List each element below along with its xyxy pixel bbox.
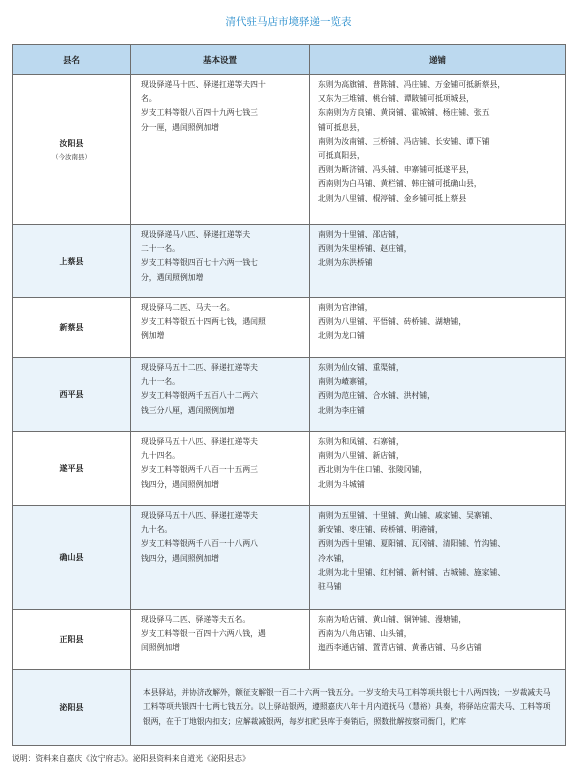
basic-line: 分一厘，遇闰照例加增 xyxy=(141,122,219,132)
basic-line: 现设驿马二匹、马夫一名。 xyxy=(141,303,235,312)
basic-settings-cell xyxy=(131,432,310,506)
relay-stations-cell xyxy=(310,610,566,670)
basic-line: 现设驿马二匹、驿递等夫五名。 xyxy=(141,615,251,624)
relay-line: 北则为八里铺、棍渟铺、金乡铺可抵上蔡县 xyxy=(318,193,467,203)
county-name: 确山县 xyxy=(59,553,84,562)
county-name: 新蔡县 xyxy=(59,323,84,332)
relay-line: 西则为范庄铺、合水铺、洪村铺， xyxy=(318,391,435,401)
basic-line: 现设驿递马十匹、驿递扛递等夫四十 xyxy=(141,80,266,89)
relay-line: 西南则为白马铺、黄栏铺、韩庄铺可抵确山县， xyxy=(318,179,482,189)
relay-line: 南则为十里铺、邵店铺， xyxy=(318,230,404,239)
relay-line: 西北则为牛住口铺、张陵冈铺， xyxy=(318,465,428,475)
table-row xyxy=(13,670,566,746)
basic-settings-cell xyxy=(131,506,310,610)
basic-line: 岁支工料等银八百四十九两七钱三 xyxy=(141,108,258,118)
basic-line: 现设驿马五十二匹、驿递扛递等夫 xyxy=(141,363,258,372)
relay-line: 南则为嵖寨铺， xyxy=(318,377,373,387)
basic-line: 岁支工料等银两千八百一十八两八 xyxy=(141,539,258,549)
county-cell xyxy=(13,358,131,432)
table-row xyxy=(13,225,566,298)
basic-line: 现设驿马五十八匹、驿递扛递等夫 xyxy=(141,437,258,446)
relay-stations-cell xyxy=(310,298,566,358)
basic-line: 岁支工料等银两千八百一十五两三 xyxy=(141,465,258,475)
relay-stations-cell xyxy=(310,75,566,225)
relay-line: 南则为八里铺、新店铺， xyxy=(318,451,404,461)
county-cell xyxy=(13,506,131,610)
county-cell xyxy=(13,432,131,506)
relay-line: 新安铺、枣庄铺、砖桥铺、明港铺， xyxy=(318,525,443,535)
relay-line: 东则为仙女铺、重渠铺， xyxy=(318,363,404,372)
county-name: 遂平县 xyxy=(59,464,84,473)
relay-line: 东南则为方良铺、黄岗铺、霍城铺、杨庄铺、张五 xyxy=(318,108,490,118)
basic-settings-cell xyxy=(131,610,310,670)
relay-line: 西则为断济铺、冯头铺、申寨铺可抵遂平县， xyxy=(318,165,474,175)
county-cell xyxy=(13,610,131,670)
basic-line: 钱四分，遇闰照例加增 xyxy=(141,479,219,489)
relay-line: 南则为五里铺、十里铺、黄山铺、戚家铺、吴寨铺、 xyxy=(318,511,498,520)
basic-settings-cell xyxy=(131,225,310,298)
basic-line: 九十一名。 xyxy=(141,377,180,387)
relay-line: 西则为八里铺、平悟铺、砖桥铺、湖塘铺， xyxy=(318,317,467,327)
merged-description-cell: 本县驿站，并协济改解外，额征支解银一百二十六两一钱五分。一岁支给夫马工料等项共银七十八两四钱；一岁裁减夫马工料等项共银四十七两七钱五分。以上驿站银两，遵照嘉庆八年十月内道抚马（慧裕）具奏，将驿站应需夫马、工料等项银两，在于丁地银内扣支；应解裁减银两，每岁扣贮县库于奏销后，照数批解按察司衙门，贮库 xyxy=(131,670,566,746)
relay-line: 西则为朱里桥铺、赵庄铺， xyxy=(318,244,412,254)
header-basic: 基本设置 xyxy=(131,45,310,75)
table-title: 清代驻马店市境驿递一览表 xyxy=(225,16,352,28)
relay-line: 东则为和凤铺、石寨铺， xyxy=(318,437,404,446)
county-cell xyxy=(13,225,131,298)
basic-line: 例加增 xyxy=(141,331,165,341)
header-county: 县名 xyxy=(13,45,131,75)
header-relay: 递铺 xyxy=(310,45,566,75)
basic-line: 岁支工料等银两千五百八十二两六 xyxy=(141,391,258,401)
basic-line: 钱四分，遇闰照例加增 xyxy=(141,553,219,563)
county-name: 正阳县 xyxy=(59,635,84,644)
table-row xyxy=(13,358,566,432)
relay-line: 又东为三堆铺、桃台铺、谭陂铺可抵项城县， xyxy=(318,94,474,104)
county-cell xyxy=(13,298,131,358)
basic-line: 二十一名。 xyxy=(141,244,180,254)
relay-table xyxy=(12,44,566,746)
table-row xyxy=(13,75,566,225)
relay-line: 东则为高旗铺、普陈铺、冯庄铺、万金铺可抵新蔡县， xyxy=(318,80,506,89)
relay-line: 北则为龙口铺 xyxy=(318,331,365,341)
relay-line: 西南为八角店铺、山头铺， xyxy=(318,629,412,639)
relay-line: 北则为北十里铺、红村铺、新村铺、古城铺、施家铺、 xyxy=(318,567,506,577)
table-body xyxy=(13,75,566,746)
basic-line: 九十四名。 xyxy=(141,451,180,461)
basic-line: 现设驿递马八匹、驿递扛递等夫 xyxy=(141,230,251,239)
basic-line: 分，遇闰照例加增 xyxy=(141,272,204,282)
basic-line: 闰照例加增 xyxy=(141,643,180,653)
basic-settings-cell xyxy=(131,75,310,225)
relay-stations-cell xyxy=(310,506,566,610)
table-row xyxy=(13,432,566,506)
relay-line: 驻马铺 xyxy=(318,582,342,592)
relay-line: 西则为西十里铺、夏阳铺、瓦冈铺、清阳铺、竹沟铺、 xyxy=(318,539,506,549)
county-cell xyxy=(13,75,131,225)
basic-line: 岁支工料等银四百七十六两一钱七 xyxy=(141,258,258,268)
county-note: （今汝南县） xyxy=(52,153,91,161)
relay-line: 南则为汝南铺、三桥铺、冯店铺、长安铺、谭下铺 xyxy=(318,136,490,146)
table-row xyxy=(13,610,566,670)
table-row xyxy=(13,298,566,358)
table-header-row xyxy=(13,45,566,75)
basic-settings-cell xyxy=(131,298,310,358)
relay-line: 迤西李通店铺、置青店铺、黄番店铺、马乡店铺 xyxy=(318,643,482,653)
county-name: 汝阳县 xyxy=(59,139,84,148)
county-name: 上蔡县 xyxy=(59,256,84,266)
relay-line: 北则为东洪桥铺 xyxy=(318,258,373,268)
relay-line: 铺可抵息县， xyxy=(318,122,365,132)
basic-line: 钱三分八厘，遇闰照例加增 xyxy=(141,405,235,415)
relay-line: 可抵真阳县， xyxy=(318,151,365,161)
relay-line: 北则为李庄铺 xyxy=(318,405,365,415)
footnote: 说明：资料来自嘉庆《汝宁府志》。泌阳县资料来自道光《泌阳县志》 xyxy=(12,754,250,763)
relay-line: 冷水铺， xyxy=(318,553,350,563)
basic-line: 现设驿马五十八匹、驿递扛递等夫 xyxy=(141,511,258,520)
county-cell xyxy=(13,670,131,746)
relay-line: 东南为哈店铺、黄山铺、铜钟铺、漫塘铺， xyxy=(318,615,467,624)
table-row xyxy=(13,506,566,610)
basic-line: 名。 xyxy=(141,94,157,104)
basic-line: 岁支工料等银一百四十六两八钱，遇 xyxy=(141,629,266,639)
county-name: 泌阳县 xyxy=(59,703,84,712)
relay-line: 南则为官津铺， xyxy=(318,303,373,312)
basic-line: 岁支工料等银五十四两七钱，遇闰照 xyxy=(141,317,266,327)
relay-stations-cell xyxy=(310,358,566,432)
basic-line: 九十名。 xyxy=(141,525,173,535)
county-name: 西平县 xyxy=(59,390,84,399)
basic-settings-cell xyxy=(131,358,310,432)
relay-line: 北则为斗城铺 xyxy=(318,479,365,489)
relay-stations-cell xyxy=(310,432,566,506)
relay-stations-cell xyxy=(310,225,566,298)
